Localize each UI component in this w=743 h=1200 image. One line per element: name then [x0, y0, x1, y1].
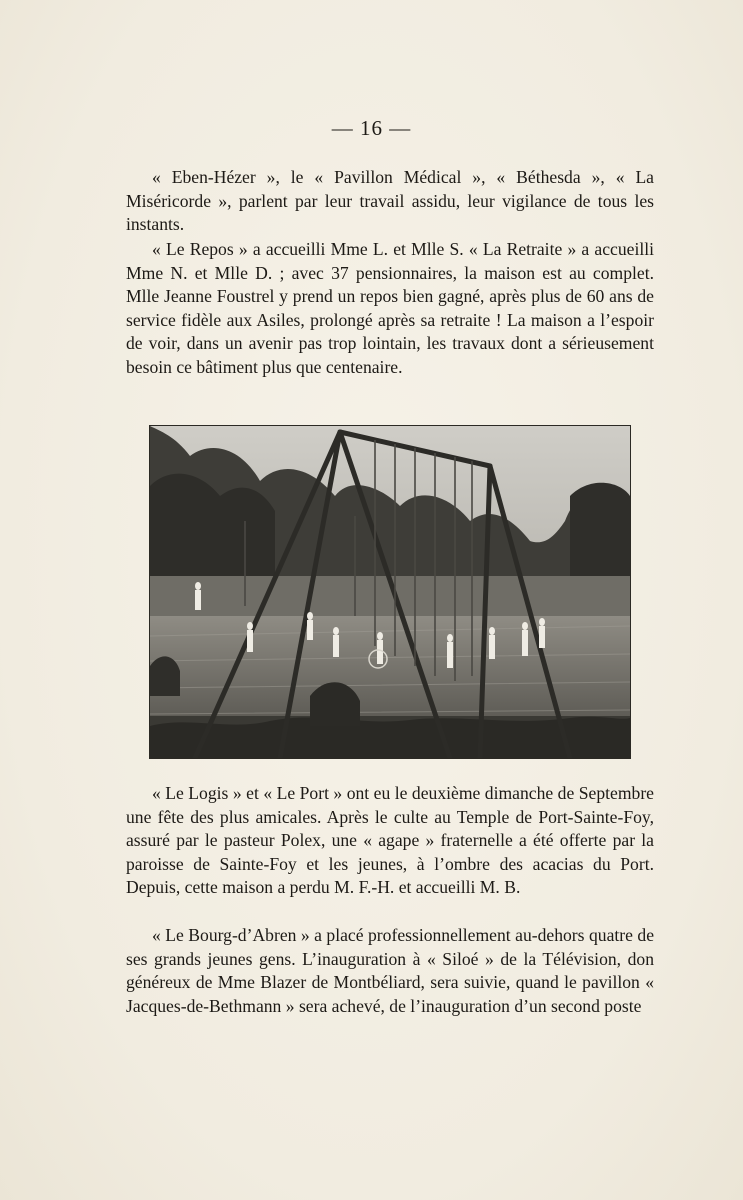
paragraph-3: « Le Logis » et « Le Port » ont eu le deuxième dimanche de Septembre une fête des plus amicales. Après le culte au Temple de Port-Sainte-Foy, assuré par le pasteur Polex, une « agape » fraternelle a été offerte par la paroisse de Sainte-Foy et les jeunes, à l’ombre des acacias du Port. Depuis, cette maison a perdu M. F.-H. et accueilli M. B. [126, 783, 654, 898]
paragraph-1: « Eben-Hézer », le « Pavillon Médical », « Béthesda », « La Miséricorde », parlent par leur travail assidu, leur vigilance de tous les instants. [126, 167, 654, 235]
playground-swings-photo [149, 425, 631, 759]
page-number: — 16 — [331, 116, 412, 140]
paragraph-4: « Le Bourg-d’Abren » a placé professionnellement au-dehors quatre de ses grands jeunes gens. L’inauguration à « Siloé » de la Télévision, don généreux de Mme Blazer de Montbéliard, sera suivie, quand le pavillon « Jacques-de-Bethmann » sera achevé, de l’inauguration d’un second poste [126, 925, 654, 1016]
paragraph-2: « Le Repos » a accueilli Mme L. et Mlle S. « La Retraite » a accueilli Mme N. et Mlle D. ; avec 37 pensionnaires, la maison est au complet. Mlle Jeanne Foustrel y prend un repos bien gagné, après plus de 60 ans de service fidèle aux Asiles, prolongé après sa retraite ! La maison a l’espoir de voir, dans un avenir pas trop lointain, les travaux dont a sérieusement besoin ce bâtiment plus que centenaire. [126, 239, 654, 377]
